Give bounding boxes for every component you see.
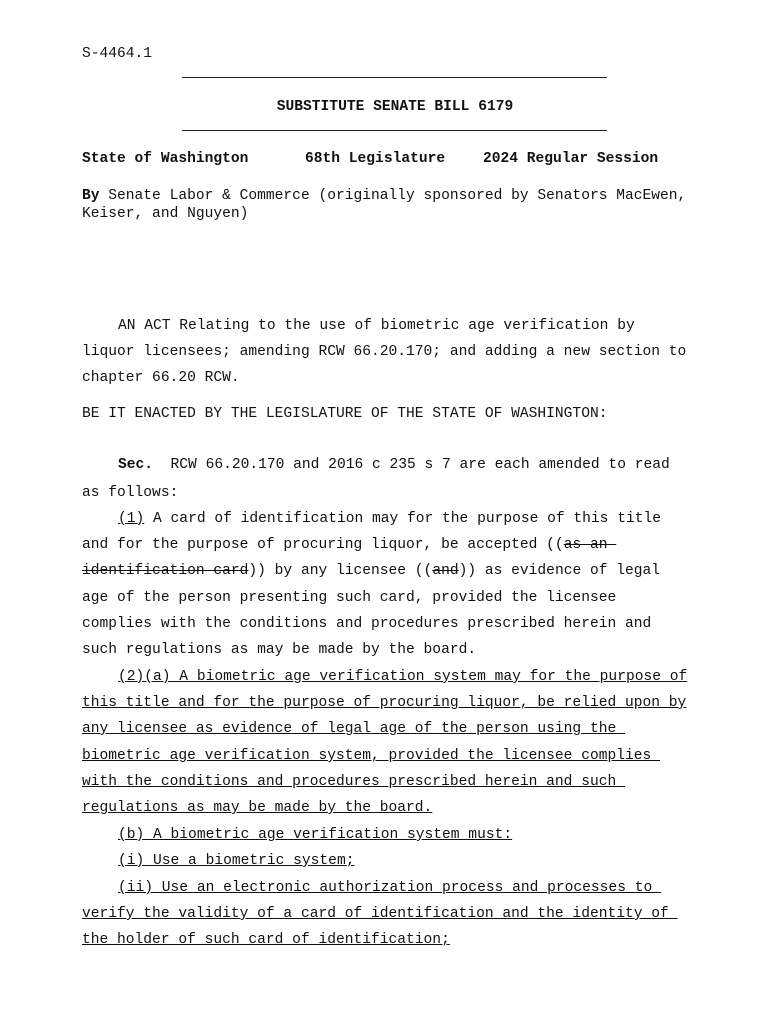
subsection-2b-i: (i) Use a biometric system;: [118, 853, 355, 869]
subsection-1-line-1: [118, 511, 661, 527]
subsection-1-text: )) as evidence of legal: [458, 563, 661, 579]
subsection-1-number: (1): [118, 511, 145, 527]
by-label: By: [82, 188, 100, 204]
legislature-name: 68th Legislature: [305, 151, 446, 167]
title-rule-top: [182, 77, 607, 78]
subsection-1-line-4: age of the person presenting such card, provided the licensee: [82, 590, 617, 606]
subsection-2a-line-2: this title and for the purpose of procuring liquor, be relied upon by: [82, 695, 687, 711]
section-label: Sec.: [118, 457, 154, 473]
sponsor-text-2: Keiser, and Nguyen): [82, 206, 249, 222]
section-intro-text: RCW 66.20.170 and 2016 c 235 s 7 are each amended to read: [153, 457, 670, 473]
bill-code: S-4464.1: [82, 46, 153, 62]
sponsor-text-1: Senate Labor & Commerce (originally sponsored by Senators MacEwen,: [99, 188, 687, 204]
subsection-2b-ii-line-1: (ii) Use an electronic authorization process and processes to: [118, 880, 661, 896]
bill-title: SUBSTITUTE SENATE BILL 6179: [276, 99, 514, 115]
enacting-clause: BE IT ENACTED BY THE LEGISLATURE OF THE STATE OF WASHINGTON:: [82, 406, 608, 422]
act-line-1: AN ACT Relating to the use of biometric age verification by: [118, 318, 635, 334]
subsection-1-line-3: [82, 563, 660, 579]
session-line: [82, 151, 658, 167]
section-intro-line-1: [118, 457, 670, 473]
subsection-2a-line-4: biometric age verification system, provided the licensee complies: [82, 748, 661, 764]
subsection-1-line-6: such regulations as may be made by the board.: [82, 642, 477, 658]
subsection-2a-line-6: regulations as may be made by the board.: [82, 800, 433, 816]
subsection-2b: (b) A biometric age verification system must:: [118, 827, 513, 843]
subsection-1-text: and for the purpose of procuring liquor, be accepted ((: [82, 537, 564, 553]
subsection-2b-ii-line-3: the holder of such card of identification;: [82, 932, 450, 948]
subsection-2a-line-5: with the conditions and procedures prescribed herein and such: [82, 774, 625, 790]
act-line-2: liquor licensees; amending RCW 66.20.170; and adding a new section to: [82, 344, 687, 360]
struck-text: as an: [563, 537, 617, 553]
subsection-2a-line-3: any licensee as evidence of legal age of the person using the: [82, 721, 625, 737]
subsection-1-line-5: complies with the conditions and procedures prescribed herein and: [82, 616, 652, 632]
subsection-1-line-2: [82, 537, 616, 553]
subsection-2b-ii-line-2: verify the validity of a card of identification and the identity of: [82, 906, 678, 922]
struck-text: identification card: [82, 563, 249, 579]
session-name: 2024 Regular Session: [483, 151, 659, 167]
state-name: State of Washington: [82, 151, 249, 167]
subsection-2a-line-1: (2)(a) A biometric age verification system may for the purpose of: [118, 669, 688, 685]
subsection-1-text: )) by any licensee ((: [248, 563, 433, 579]
section-intro-line-2: as follows:: [82, 485, 179, 501]
subsection-1-text: A card of identification may for the purpose of this title: [144, 511, 661, 527]
title-rule-bottom: [182, 130, 607, 131]
struck-text: and: [432, 563, 459, 579]
act-line-3: chapter 66.20 RCW.: [82, 370, 240, 386]
sponsor-line: [82, 187, 722, 223]
